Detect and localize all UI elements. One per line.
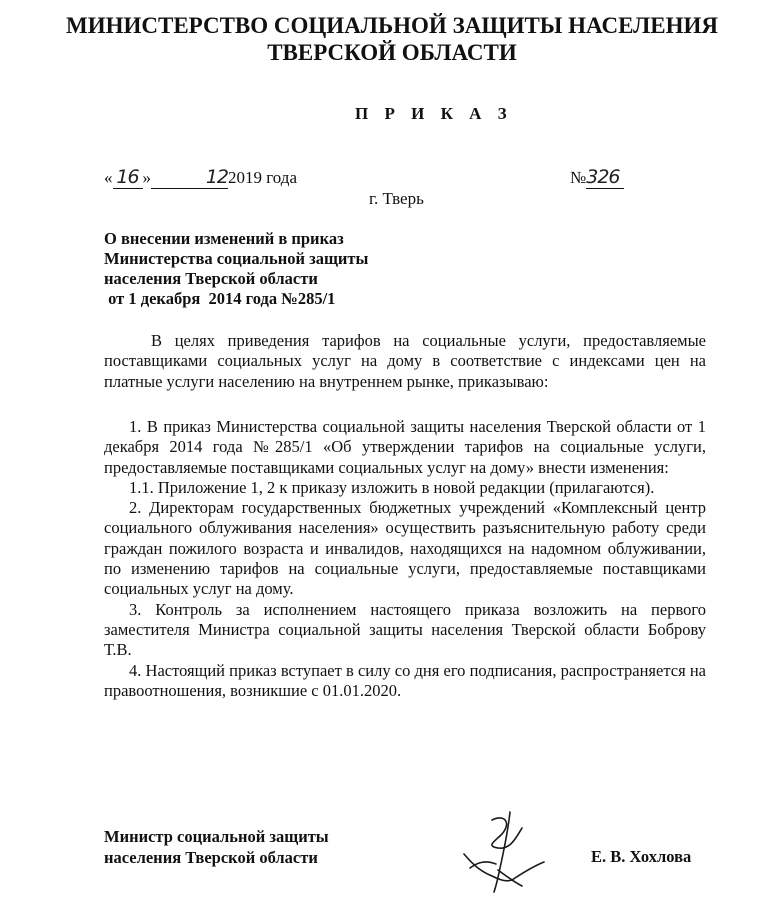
number-prefix: № [570,168,587,187]
order-item-3: 3. Контроль за исполнением настоящего приказа возложить на первого заместителя Министра социальной защиты населения Тверской области Боброву Т.В. [104,599,706,660]
handwritten-signature [452,806,562,896]
order-item-4: 4. Настоящий приказ вступает в силу со дня его подписания, распространяется на правоотношения, возникшие с 01.01.2020. [104,660,706,700]
order-items [104,417,706,701]
order-date [104,166,297,189]
number-handwritten: 326 [586,166,620,188]
date-year-text: 2019 года [228,168,298,187]
date-day-handwritten: 16 [116,166,139,188]
date-month-blank [151,166,228,189]
date-close-quote: » [142,168,151,187]
date-day-blank [113,166,143,189]
document-type-title: П Р И К А З [355,104,513,123]
number-blank [586,166,624,189]
date-month-handwritten: 12 [205,166,228,188]
ministry-name-line1: МИНИСТЕРСТВО СОЦИАЛЬНОЙ ЗАЩИТЫ НАСЕЛЕНИЯ [65,13,719,38]
order-number [570,166,624,189]
order-item-1: 1. В приказ Министерства социальной защиты населения Тверской области от 1 декабря 2014 года №285/1 «Об утверждении тарифов на социальные услуги, предоставляемые поставщиками социальных услуг на дому» внести изменения: [104,417,706,477]
city-line: г. Тверь [369,189,424,208]
order-subject: О внесении изменений в приказ Министерства социальной защиты населения Тверской области от 1 декабря 2014 года №285/1 [104,229,369,308]
signatory-name: Е. В. Хохлова [591,847,692,866]
date-open-quote: « [104,168,113,187]
intro-paragraph: В целях приведения тарифов на социальные услуги, предоставляемые поставщиками социальных услуг на дому в соответствие с индексами цен на платные услуги населению на внутреннем рынке, приказываю: [104,331,706,391]
order-item-2: 2. Директорам государственных бюджетных учреждений «Комплексный центр социального облуживания населения» осуществить разъяснительную работу среди граждан пожилого возраста и инвалидов, находящихся на надомном облуживании, по изменению тарифов на социальные услуги, предоставляемые поставщиками социальных услуг на дому. [104,498,706,599]
order-item-1-1: 1.1. Приложение 1, 2 к приказу изложить в новой редакции (прилагаются). [129,477,655,497]
signatory-role: Министр социальной защиты населения Тверской области [104,827,329,867]
ministry-name-line2: ТВЕРСКОЙ ОБЛАСТИ [267,40,517,65]
